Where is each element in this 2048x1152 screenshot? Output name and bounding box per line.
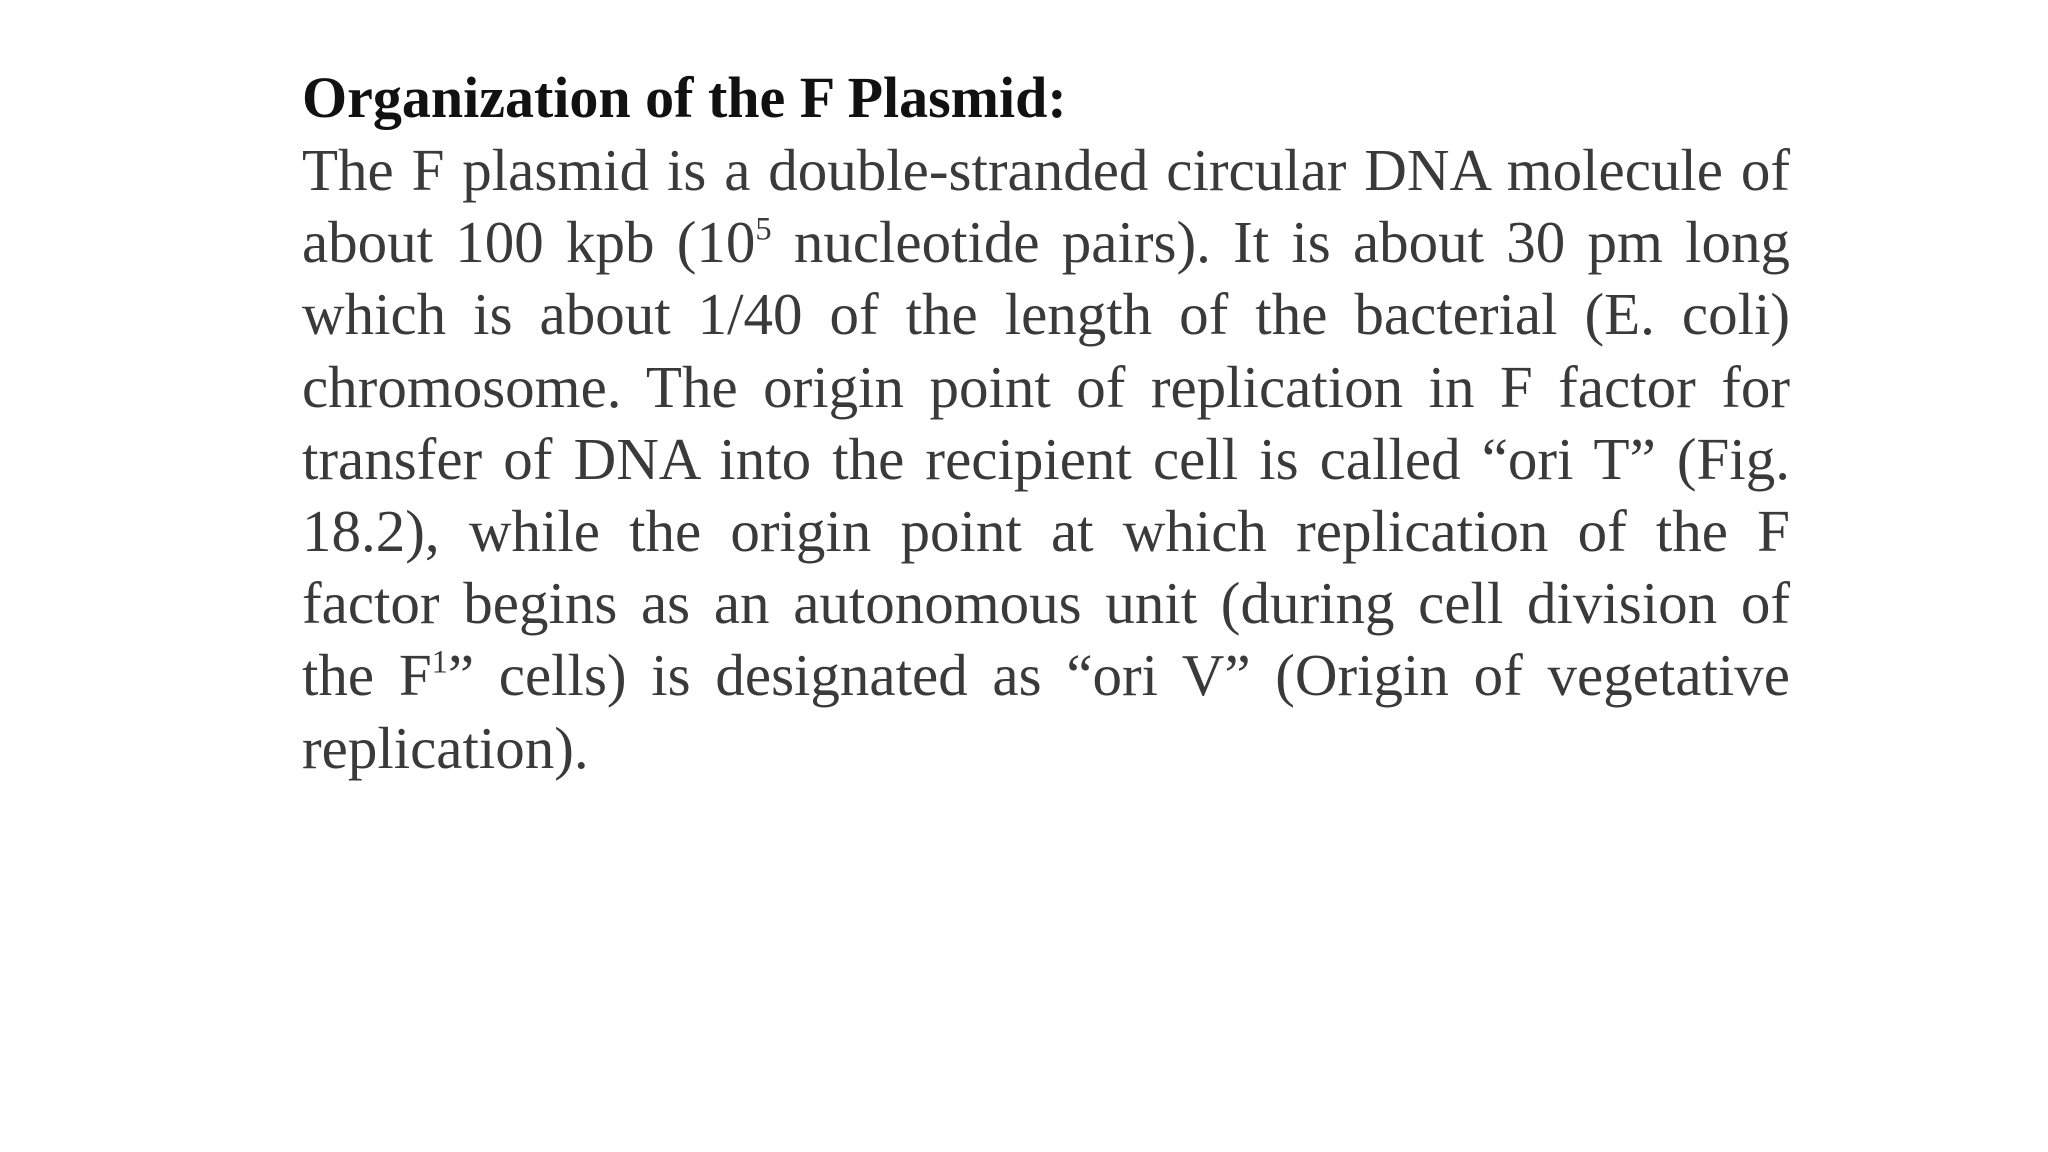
slide-heading: Organization of the F Plasmid:	[302, 65, 1067, 130]
paragraph-part-2: nucleotide pairs). It is about 30 pm long which is about 1/40 of the length of the bacterial (E. coli) chromosome. The origin point of replication in F factor for transfer of DNA into the recipient cell is called “ori T” (Fig. 18.2), while the origin point at which replication of the F factor begins as an autonomous unit (during cell division of the F	[302, 209, 1790, 709]
superscript-f-prime: 1	[431, 644, 448, 681]
paragraph-part-1: The F plasmid is a double-stranded circular DNA molecule of about 100 kpb (10	[302, 137, 1790, 276]
superscript-exponent: 5	[755, 211, 772, 248]
slide-content	[302, 62, 1790, 784]
paragraph-part-3: ” cells) is designated as “ori V” (Origin of vegetative replication).	[302, 642, 1790, 781]
body-paragraph	[302, 134, 1790, 784]
